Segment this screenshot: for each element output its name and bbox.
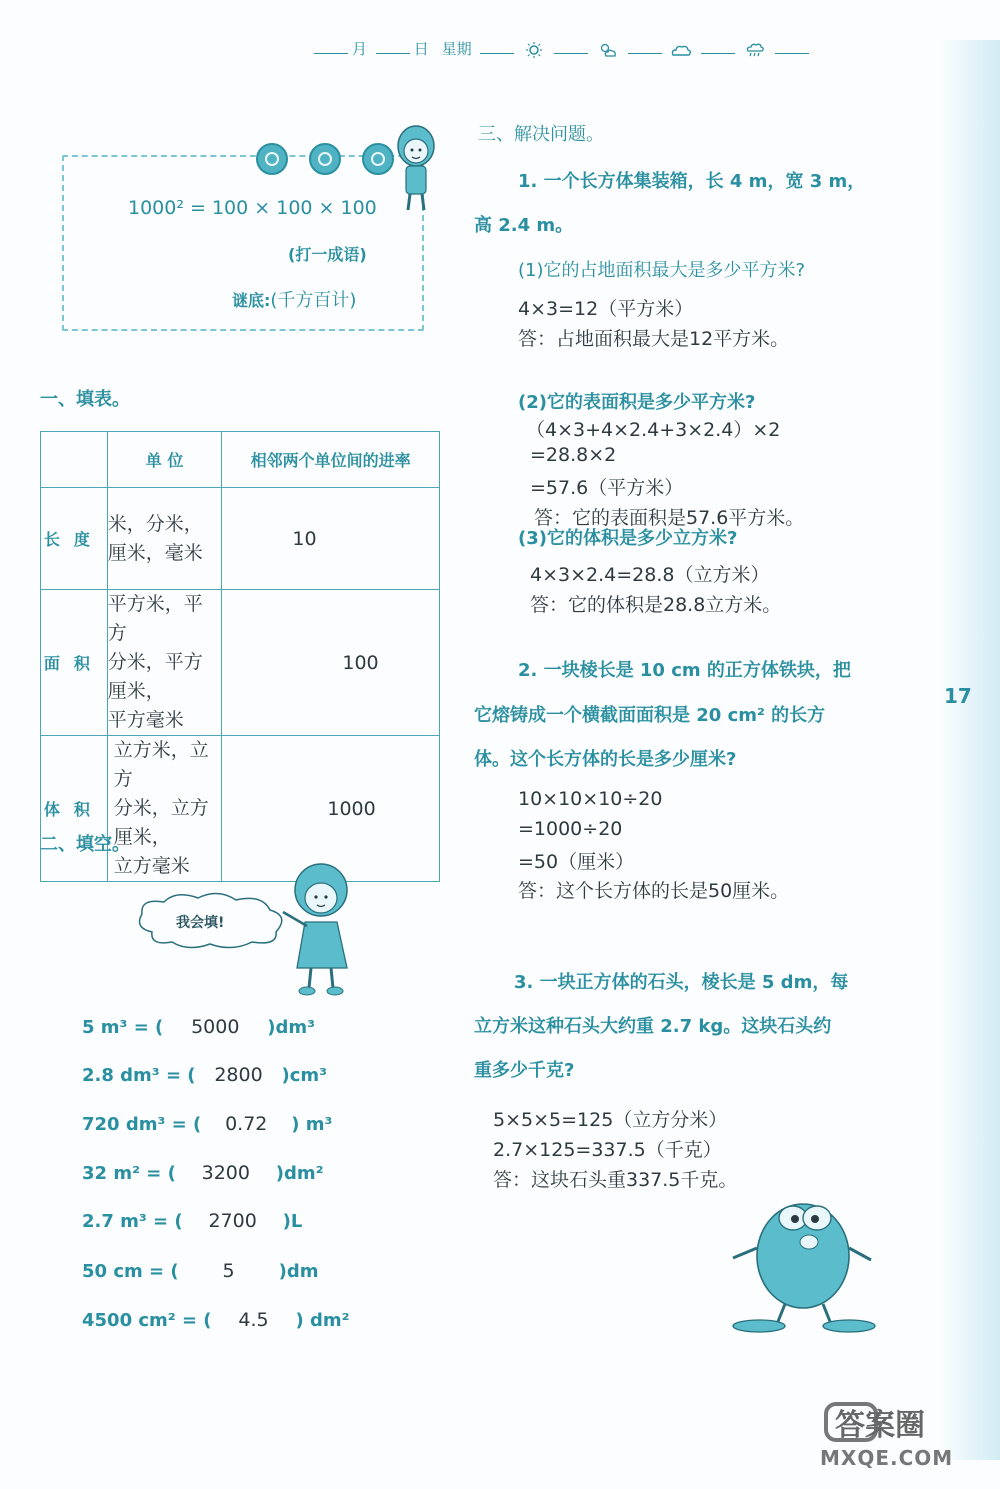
- q1-sub2-question: (2)它的表面积是多少平方米?: [518, 392, 756, 413]
- fill-item-4: [82, 1162, 324, 1184]
- q1-text-line-2: 高 2.4 m。: [474, 215, 574, 236]
- q1-sub2-work-2: =28.8×2: [530, 444, 617, 466]
- page-number: 17: [944, 684, 972, 708]
- fill-right: )dm²: [275, 1163, 324, 1184]
- fill-item-3: [82, 1113, 332, 1135]
- q3-work-2: 2.7×125=337.5（千克）: [493, 1139, 722, 1161]
- q1-sub3-work-1: 4×3×2.4=28.8（立方米）: [530, 564, 770, 586]
- riddle-answer-text: (千方百计): [270, 290, 357, 311]
- q1-sub2-work-3: =57.6（平方米）: [530, 477, 684, 499]
- fill-item-7: [82, 1309, 350, 1331]
- boy-cartoon-icon: [392, 118, 442, 213]
- date-header: [310, 38, 813, 59]
- row-name-area: 面积: [41, 590, 108, 736]
- fill-answer: 5: [222, 1260, 235, 1282]
- fill-left: 2.8 dm³ = (: [82, 1065, 196, 1086]
- fill-left: 5 m³ = (: [82, 1017, 164, 1038]
- q2-text-line-2: 它熔铸成一个横截面面积是 20 cm² 的长方: [474, 705, 826, 726]
- q2-text-line-3: 体。这个长方体的长是多少厘米?: [474, 749, 737, 770]
- q1-text-line-1: 1. 一个长方体集装箱，长 4 m，宽 3 m，: [518, 171, 866, 192]
- unit-table: [40, 431, 440, 882]
- riddle-badge-icon: [250, 140, 400, 178]
- q1-sub3-work-2: 答：它的体积是28.8立方米。: [530, 594, 782, 616]
- monster-cartoon-icon: [725, 1188, 885, 1336]
- row-units-volume: [107, 736, 222, 882]
- fill-answer: 2800: [214, 1064, 263, 1086]
- row-units-area: [107, 590, 222, 736]
- fill-item-5: [82, 1210, 302, 1232]
- riddle-hint: (打一成语): [288, 245, 367, 264]
- riddle-answer-label: 谜底:: [232, 291, 271, 310]
- riddle-equation: 1000² = 100 × 100 × 100: [128, 197, 377, 219]
- weather-blank-2: [628, 39, 662, 54]
- unit-line: 分米，立方厘米，: [113, 797, 209, 848]
- q2-work-1: 10×10×10÷20: [518, 788, 663, 810]
- fill-left: 2.7 m³ = (: [82, 1211, 183, 1232]
- q1-sub1-work-2: 答：占地面积最大是12平方米。: [518, 328, 790, 350]
- q2-text-line-1: 2. 一块棱长是 10 cm 的正方体铁块，把: [518, 660, 851, 681]
- watermark-main: 答案圈: [835, 1408, 925, 1443]
- page-edge-shade: [940, 40, 1000, 1460]
- section3-title: 三、解决问题。: [478, 124, 604, 145]
- cloud-icon: [670, 42, 692, 58]
- q3-text-line-1: 3. 一块正方体的石头，棱长是 5 dm，每: [514, 972, 849, 993]
- row-name-length: 长度: [41, 488, 108, 590]
- month-label: 月: [352, 40, 368, 58]
- table-row-area: [41, 590, 440, 736]
- row-name-volume: 体积: [41, 736, 108, 882]
- q2-work-4: 答：这个长方体的长是50厘米。: [518, 880, 790, 902]
- fill-item-1: [82, 1016, 315, 1038]
- fill-right: )dm: [278, 1261, 319, 1282]
- table-row-volume: [41, 736, 440, 882]
- fill-right: ) dm²: [295, 1310, 350, 1331]
- month-blank: [314, 39, 348, 54]
- girl-cartoon-icon: [275, 860, 365, 1000]
- section2-title: 二、填空。: [40, 834, 130, 855]
- fill-left: 720 dm³ = (: [82, 1114, 202, 1135]
- table-corner-cell: [41, 432, 108, 488]
- fill-left: 50 cm = (: [82, 1261, 179, 1282]
- weekday-label: 星期: [441, 40, 472, 58]
- fill-item-2: [82, 1064, 327, 1086]
- row-rate-length: 10: [222, 488, 440, 590]
- fill-right: )dm³: [267, 1017, 316, 1038]
- section1-title: 一、填表。: [40, 389, 130, 410]
- q1-sub2-work-1: （4×3+4×2.4+3×2.4）×2: [526, 419, 781, 441]
- q3-work-1: 5×5×5=125（立方分米）: [493, 1109, 728, 1131]
- fill-answer: 2700: [208, 1210, 257, 1232]
- q1-sub1-question: (1)它的占地面积最大是多少平方米?: [518, 260, 806, 281]
- unit-line: 厘米，毫米: [107, 541, 203, 564]
- day-blank: [376, 39, 410, 54]
- table-header-rate: 相邻两个单位间的进率: [222, 432, 440, 488]
- q3-work-3: 答：这块石头重337.5千克。: [493, 1169, 738, 1191]
- q3-text-line-2: 立方米这种石头大约重 2.7 kg。这块石头约: [474, 1016, 832, 1037]
- q1-sub1-work-1: 4×3=12（平方米）: [518, 298, 694, 320]
- sun-cloud-icon: [597, 42, 619, 58]
- table-header-unit: 单 位: [107, 432, 222, 488]
- weather-blank-3: [701, 39, 735, 54]
- rain-icon: [744, 42, 766, 58]
- unit-line: 立方毫米: [113, 855, 190, 877]
- fill-item-6: [82, 1260, 318, 1282]
- unit-line: 立方米，立方: [113, 739, 209, 790]
- fill-left: 32 m² = (: [82, 1163, 176, 1184]
- unit-line: 分米，平方厘米，: [107, 651, 203, 702]
- fill-right: ) m³: [291, 1114, 333, 1135]
- day-label: 日: [413, 40, 429, 58]
- q2-work-3: =50（厘米）: [518, 851, 635, 873]
- riddle-answer: [232, 286, 356, 312]
- fill-answer: 0.72: [225, 1113, 268, 1135]
- fill-right: )L: [282, 1211, 303, 1232]
- fill-right: )cm³: [281, 1065, 328, 1086]
- q1-sub3-question: (3)它的体积是多少立方米?: [518, 528, 738, 549]
- weekday-blank: [480, 39, 514, 54]
- table-row-length: [41, 488, 440, 590]
- sun-icon: [523, 42, 545, 58]
- q2-work-2: =1000÷20: [518, 818, 623, 840]
- weather-blank-1: [554, 39, 588, 54]
- watermark-url: MXQE.COM: [820, 1446, 954, 1470]
- unit-line: 米，分米，: [107, 512, 203, 535]
- row-rate-area: 100: [222, 590, 440, 736]
- q3-text-line-3: 重多少千克?: [474, 1060, 575, 1081]
- table-header-row: [41, 432, 440, 488]
- fill-answer: 3200: [201, 1162, 250, 1184]
- unit-line: 平方米，平方: [107, 593, 203, 644]
- fill-answer: 4.5: [238, 1309, 269, 1331]
- fill-answer: 5000: [191, 1016, 240, 1038]
- fill-left: 4500 cm² = (: [82, 1310, 212, 1331]
- unit-line: 平方毫米: [107, 709, 184, 731]
- row-rate-volume: 1000: [222, 736, 440, 882]
- row-units-length: [107, 488, 222, 590]
- cloud-text: 我会填!: [176, 915, 225, 931]
- q1-sub2-work-4: 答：它的表面积是57.6平方米。: [534, 507, 805, 529]
- weather-blank-4: [775, 39, 809, 54]
